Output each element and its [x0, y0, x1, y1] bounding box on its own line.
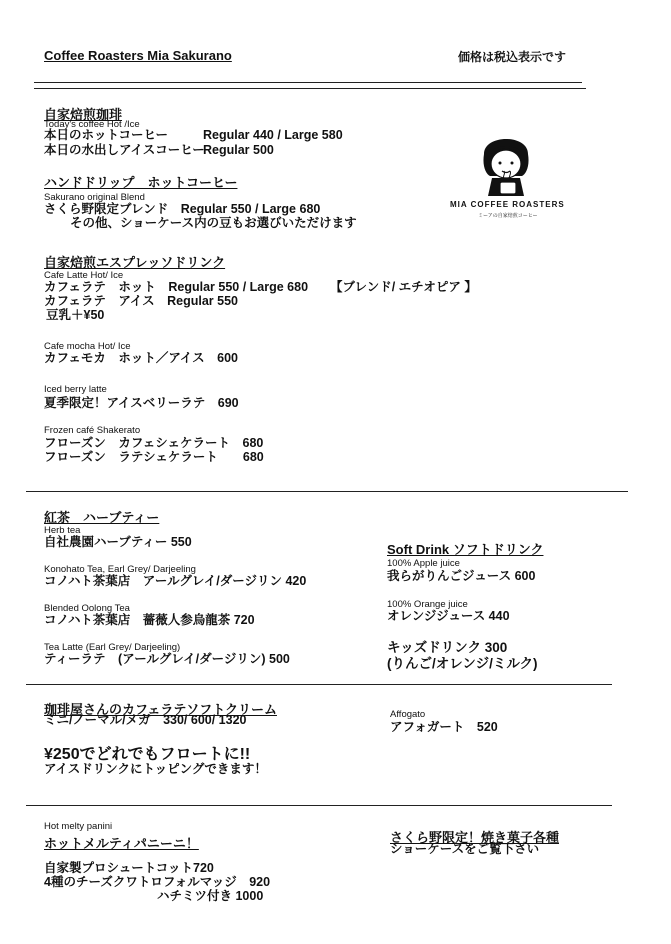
- konohato: コノハト茶葉店 アールグレイ/ダージリン 420: [44, 574, 307, 588]
- affogato-sub: Affogato: [390, 709, 426, 720]
- softcream-sizes: ミニ/ノーマル/メガ 330/ 600/ 1320: [44, 713, 247, 727]
- apple-sub: 100% Apple juice: [387, 558, 460, 569]
- latte-ice: カフェラテ アイス Regular 550: [44, 294, 238, 308]
- divider-mid-3: [26, 805, 612, 806]
- topping-note: アイスドリンクにトッピングできます！: [44, 762, 267, 776]
- frozen-cafe: フローズン カフェシェケラート 680: [44, 436, 264, 450]
- berry: 夏季限定！アイスベリーラテ 690: [44, 396, 239, 410]
- mocha: カフェモカ ホット／アイス 600: [44, 351, 238, 365]
- handdrip-blend: さくら野限定ブレンド Regular 550 / Large 680: [44, 202, 321, 216]
- soy-option: 豆乳＋¥50: [46, 308, 105, 322]
- logo-name: MIA COFFEE ROASTERS: [450, 200, 565, 209]
- panini-prosciutto: 自家製プロシュートコット720: [44, 861, 214, 875]
- frozen-latte: フローズン ラテシェケラート 680: [44, 450, 264, 464]
- section-roasted-heading: 自家焙煎珈琲: [44, 107, 123, 122]
- logo-sub: ミーアの自家焙煎コーヒー: [478, 213, 538, 219]
- section-panini-heading: ホットメルティパニーニ！: [44, 836, 199, 851]
- roasted-ice-price: Regular 500: [203, 143, 274, 157]
- latte-sub: Cafe Latte Hot/ Ice: [44, 270, 124, 281]
- panini-quattro: 4種のチーズクワトロフォルマッジ 920: [44, 875, 271, 889]
- herb: 自社農園ハーブティー 550: [44, 535, 192, 549]
- kids: キッズドリンク 300: [387, 640, 508, 655]
- mocha-sub: Cafe mocha Hot/ Ice: [44, 341, 131, 352]
- tax-note: 価格は税込表示です: [458, 50, 567, 64]
- orange: オレンジジュース 440: [387, 609, 510, 623]
- section-tea-heading: 紅茶 ハーブティー: [44, 510, 160, 525]
- herb-sub: Herb tea: [44, 525, 81, 536]
- blend-note: 【ブレンド/ エチオピア 】: [330, 280, 477, 294]
- roasted-hot-name: 本日のホットコーヒー: [44, 128, 169, 142]
- divider-top-1: [34, 82, 582, 83]
- section-soft-heading: Soft Drink ソフトドリンク: [387, 542, 544, 557]
- roasted-hot-price: Regular 440 / Large 580: [203, 128, 343, 142]
- section-softcream-heading: 珈琲屋さんのカフェラテソフトクリーム: [44, 702, 277, 717]
- kids-options: (りんご/オレンジ/ミルク): [387, 656, 538, 671]
- handdrip-sub: Sakurano original Blend: [44, 192, 145, 203]
- divider-mid-2: [26, 684, 612, 685]
- panini-honey: ハチミツ付き 1000: [157, 889, 264, 903]
- berry-sub: Iced berry latte: [44, 384, 107, 395]
- oolong-sub: Blended Oolong Tea: [44, 603, 130, 614]
- divider-top-2: [34, 88, 586, 89]
- frozen-sub: Frozen café Shakerato: [44, 425, 141, 436]
- latte-hot: カフェラテ ホット Regular 550 / Large 680: [44, 280, 309, 294]
- roasted-ice-name: 本日の水出しアイスコーヒー: [44, 143, 205, 157]
- affogato: アフォガート 520: [390, 720, 498, 734]
- section-handdrip-heading: ハンドドリップ ホットコーヒー: [44, 175, 238, 190]
- orange-sub: 100% Orange juice: [387, 599, 468, 610]
- tealatte: ティーラテ (アールグレイ/ダージリン) 500: [44, 652, 290, 666]
- divider-mid-1: [26, 491, 628, 492]
- handdrip-other: その他、ショーケース内の豆もお選びいただけます: [70, 216, 357, 230]
- section-sweets-heading: さくら野限定！焼き菓子各種: [390, 830, 560, 845]
- sweets-note: ショーケースをご覧下さい: [390, 842, 540, 856]
- apple: 我らがりんごジュース 600: [387, 569, 536, 583]
- roasted-sub: Today's coffee Hot /Ice: [44, 119, 140, 130]
- girl-coffee-icon: [448, 126, 564, 202]
- panini-sub: Hot melty panini: [44, 821, 113, 832]
- konohato-sub: Konohato Tea, Earl Grey/ Darjeeling: [44, 564, 196, 575]
- oolong: コノハト茶葉店 薔薇人参烏龍茶 720: [44, 613, 255, 627]
- float-offer: ¥250でどれでもフロートに!!: [44, 746, 251, 763]
- page-title: Coffee Roasters Mia Sakurano: [44, 48, 232, 63]
- section-espresso-heading: 自家焙煎エスプレッソドリンク: [44, 255, 226, 270]
- logo: [448, 126, 564, 226]
- tealatte-sub: Tea Latte (Earl Grey/ Darjeeling): [44, 642, 181, 653]
